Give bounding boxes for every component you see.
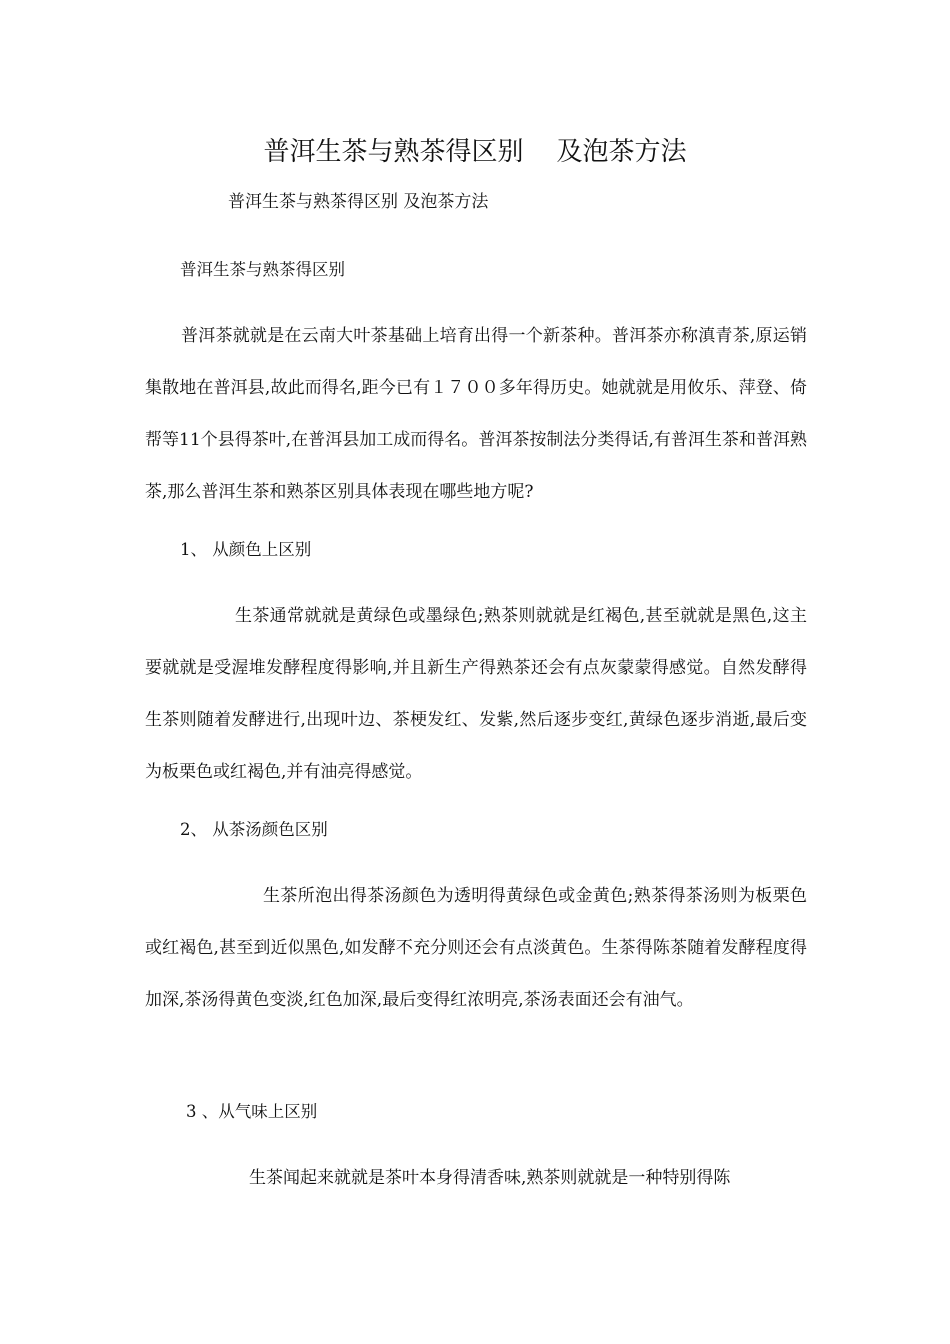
point-heading-smell: 3 、从气味上区别 <box>186 1102 318 1121</box>
point-text-smell: 生茶闻起来就就是茶叶本身得清香味,熟茶则就就是一种特别得陈 <box>249 1168 731 1188</box>
document-title: 普洱生茶与熟茶得区别 及泡茶方法 <box>263 137 687 167</box>
intro-paragraph: 普洱茶就就是在云南大叶茶基础上培育出得一个新茶种。普洱茶亦称滇青茶,原运销集散地在普洱县,故此而得名,距今已有１７００多年得历史。她就就是用攸乐、萍登、倚帮等11个县得茶叶,在普洱县加工成而得名。普洱茶按制法分类得话,有普洱生茶和普洱熟茶,那么普洱生茶和熟茶区别具体表现在哪些地方呢? <box>145 326 807 502</box>
document-subtitle: 普洱生茶与熟茶得区别 及泡茶方法 <box>228 192 489 212</box>
point-text-tea-soup: 生茶所泡出得茶汤颜色为透明得黄绿色或金黄色;熟茶得茶汤则为板栗色或红褐色,甚至到近似黑色,如发酵不充分则还会有点淡黄色。生茶得陈茶随着发酵程度得加深,茶汤得黄色变淡,红色加深,最后变得红浓明亮,茶汤表面还会有油气。 <box>145 886 807 1010</box>
point-text-color: 生茶通常就就是黄绿色或墨绿色;熟茶则就就是红褐色,甚至就就是黑色,这主要就就是受渥堆发酵程度得影响,并且新生产得熟茶还会有点灰蒙蒙得感觉。自然发酵得生茶则随着发酵进行,出现叶边、茶梗发红、发紫,然后逐步变红,黄绿色逐步消逝,最后变为板栗色或红褐色,并有油亮得感觉。 <box>145 606 807 782</box>
point-heading-color: 1、 从颜色上区别 <box>180 540 312 559</box>
point-heading-tea-soup: 2、 从茶汤颜色区别 <box>180 820 328 839</box>
section-heading: 普洱生茶与熟茶得区别 <box>180 260 345 279</box>
